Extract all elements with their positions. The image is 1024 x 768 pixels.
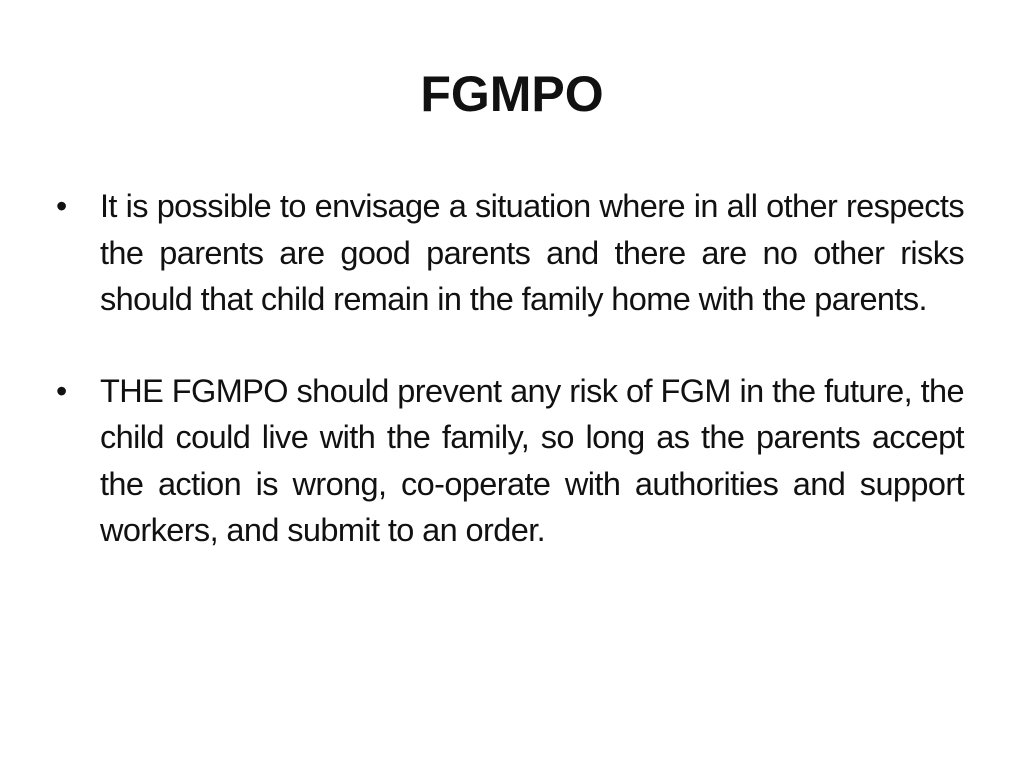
bullet-item (56, 183, 964, 323)
bullet-list (56, 183, 964, 554)
bullet-icon: • (56, 188, 68, 224)
slide-title: FGMPO (420, 66, 604, 122)
bullet-text: THE FGMPO should prevent any risk of FGM in the future, the child could live with the family, so long as the parents accept the action is wrong, co-operate with authorities and support workers, and submit to an order. (100, 372, 964, 548)
bullet-item (56, 368, 964, 554)
bullet-icon: • (56, 372, 68, 409)
bullet-text: It is possible to envisage a situation where in all other respects the parents are good parents and there are no other risks should that child remain in the family home with the parents. (100, 188, 964, 317)
